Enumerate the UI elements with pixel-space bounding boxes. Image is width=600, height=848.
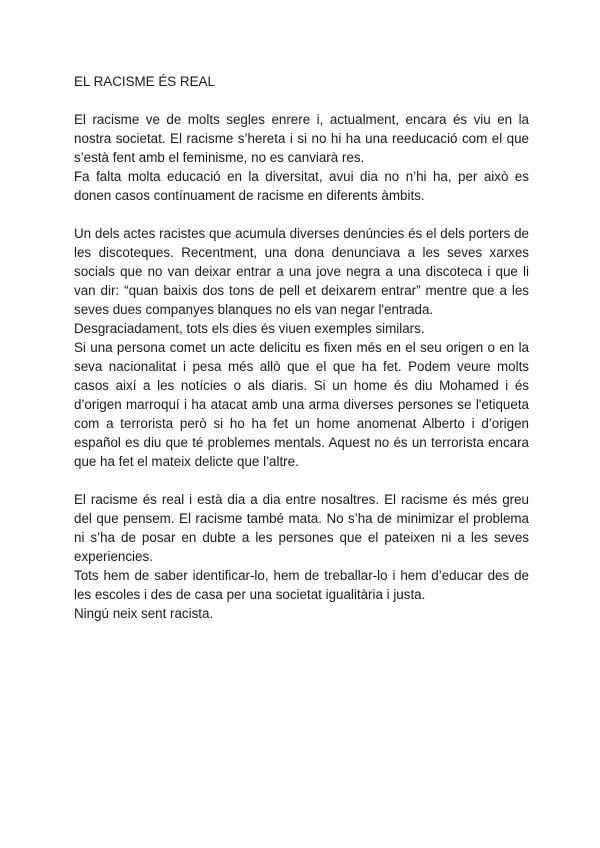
paragraph: Fa falta molta educació en la diversitat, avui dia no n’hi ha, per això es donen casos contínuament de racisme en diferents àmbits. xyxy=(74,169,529,203)
document-body xyxy=(74,72,529,623)
paragraph: Desgraciadament, tots els dies és viuen exemples similars. xyxy=(74,321,425,336)
paragraph: Ningú neix sent racista. xyxy=(74,606,214,621)
paragraph: El racisme ve de molts segles enrere i, actualment, encara és viu en la nostra societat. El racisme s’hereta i si no hi ha una reeducació com el que s’està fent amb el feminisme, no es canviarà res. xyxy=(74,112,529,165)
paragraph: El racisme és real i està dia a dia entre nosaltres. El racisme és més greu del que pensem. El racisme també mata. No s’ha de minimizar el problema ni s’ha de posar en dubte a les persones que el pateixen ni a les seves experiencies. xyxy=(74,492,529,564)
paragraph: Un dels actes racistes que acumula diverses denúncies és el dels porters de les discoteques. Recentment, una dona denunciava a les seves xarxes socials que no van deixar entrar a una jove negra a una discoteca i que li van dir: “quan baixis dos tons de pell et deixarem entrar” mentre que a les seves dues companyes blanques no els van negar l'entrada. xyxy=(74,226,529,317)
paragraph: Tots hem de saber identificar-lo, hem de treballar-lo i hem d’educar des de les escoles i des de casa per una societat igualitària i justa. xyxy=(74,568,529,602)
paragraph: Si una persona comet un acte delicitu es fixen més en el seu origen o en la seva nacionalitat i pesa més allò que el que ha fet. Podem veure molts casos així a les notícies o als diaris. Si un home és diu Mohamed i és d’origen marroquí i ha atacat amb una arma diverses persones se l'etiqueta com a terrorista però si ho ha fet un home anomenat Alberto i d’origen español es diu que té problemes mentals. Aquest no és un terrorista encara que ha fet el mateix delicte que l’altre. xyxy=(74,340,529,469)
section-gap xyxy=(74,471,529,490)
document-title: EL RACISME ÉS REAL xyxy=(74,74,215,89)
section-gap xyxy=(74,205,529,224)
